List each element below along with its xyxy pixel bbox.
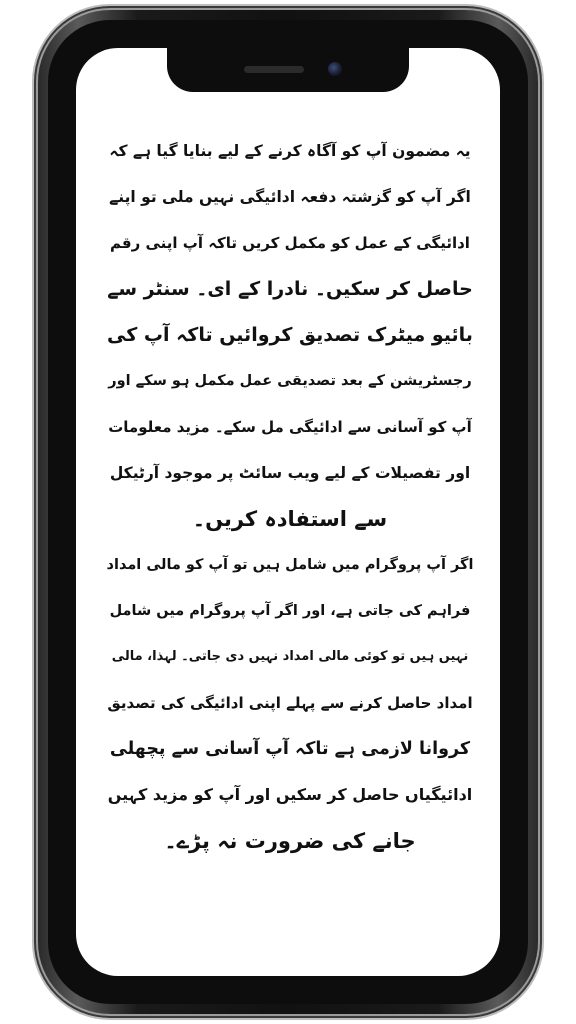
text-line: ادائیگی کے عمل کو مکمل کریں تاکہ آپ اپنی رقم [110,234,470,252]
text-line: اگر آپ پروگرام میں شامل ہیں تو آپ کو مالی امداد [106,557,474,573]
text-line: رجسٹریشن کے بعد تصدیقی عمل مکمل ہو سکے اور [108,373,472,389]
phone-screen [76,48,500,976]
text-line: اگر آپ کو گزشتہ دفعہ ادائیگی نہیں ملی تو اپنے [109,188,471,206]
volume-up-button [32,218,37,286]
article-text [76,128,500,864]
text-line: جانے کی ضرورت نہ پڑے۔ [164,829,416,853]
text-line: یہ مضمون آپ کو آگاہ کرنے کے لیے بنایا گیا ہے کہ [109,142,471,160]
text-line: ادائیگیاں حاصل کر سکیں اور آپ کو مزید کہیں [107,785,473,804]
text-line: سے استفادہ کریں۔ [192,507,388,531]
text-line: نہیں ہیں تو کوئی مالی امداد نہیں دی جاتی۔ لہذا، مالی [111,649,469,664]
paragraph-1 [106,128,474,542]
text-line: اور تفصیلات کے لیے ویب سائٹ پر موجود آرٹیکل [109,464,471,482]
silent-switch [32,148,37,184]
speaker-icon [244,66,304,73]
volume-down-button [32,300,37,368]
text-line: حاصل کر سکیں۔ نادرا کے ای۔ سنٹر سے [107,278,473,300]
phone-bezel [48,20,528,1004]
power-button [538,250,543,360]
paragraph-2 [106,542,474,864]
notch [167,48,409,92]
text-line: آپ کو آسانی سے ادائیگی مل سکے۔ مزید معلومات [108,418,472,436]
text-line: امداد حاصل کرنے سے پہلے اپنی ادائیگی کی تصدیق [107,694,473,712]
phone-frame [38,10,538,1014]
camera-icon [328,62,342,76]
text-line: بائیو میٹرک تصدیق کروائیں تاکہ آپ کی [107,324,473,346]
text-line: کروانا لازمی ہے تاکہ آپ آسانی سے پچھلی [109,739,471,759]
text-line: فراہم کی جاتی ہے، اور اگر آپ پروگرام میں شامل [109,603,471,619]
